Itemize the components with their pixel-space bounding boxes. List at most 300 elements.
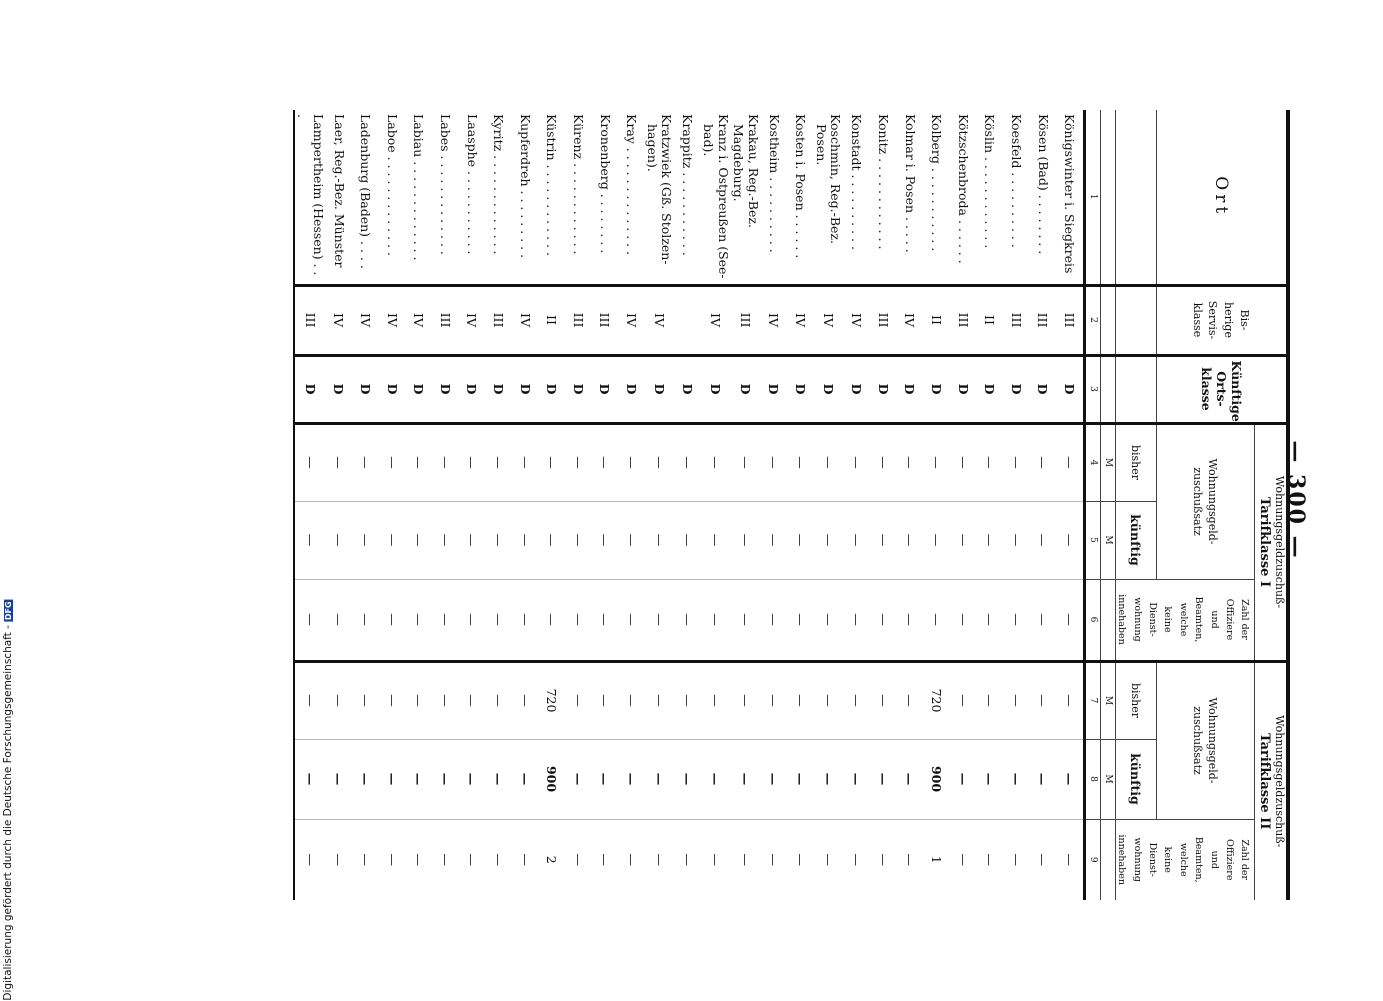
cell-tk1-bisher: —: [485, 423, 512, 501]
cell-ort: [923, 110, 950, 285]
table-row: [870, 110, 897, 900]
cell-tk1-bisher: —: [592, 423, 619, 501]
cell-tk2-bisher: —: [512, 661, 539, 739]
cell-tk1-kuenftig: —: [565, 501, 592, 579]
cell-tk1-kuenftig: —: [731, 501, 761, 579]
cell-tk2-kuenftig: —: [731, 739, 761, 819]
place-name: Kratzwiek (Gß. Stolzen-: [659, 114, 675, 265]
column-number: 1: [1084, 110, 1100, 285]
cell-tk2-zahl: —: [565, 819, 592, 900]
column-number: 2: [1084, 285, 1100, 355]
cell-ort: [844, 110, 871, 285]
header-tarifklasse-2: Wohnungsgeldzuschuß- Tarifklasse II: [1255, 661, 1288, 900]
cell-tk2-zahl: —: [294, 819, 326, 900]
table-row: [1030, 110, 1057, 900]
cell-tk2-kuenftig: —: [645, 739, 675, 819]
unit-mark-4: M: [1100, 423, 1115, 501]
cell-tk2-kuenftig: —: [294, 739, 326, 819]
cell-tk2-kuenftig: —: [618, 739, 645, 819]
cell-ortsklasse: D: [294, 355, 326, 423]
cell-ortsklasse: D: [645, 355, 675, 423]
header-zuschusssatz-1: Wohnungsgeld- zuschußsatz: [1156, 423, 1255, 579]
cell-tk2-bisher: —: [326, 661, 353, 739]
cell-tk2-kuenftig: —: [761, 739, 788, 819]
cell-ort: [1056, 110, 1084, 285]
header-zahl-2: Zahl der Offiziere und Beamten, welche keine Dienst- wohnung innehaben: [1115, 819, 1255, 900]
cell-tk2-bisher: —: [731, 661, 761, 739]
cell-tk1-zahl: —: [950, 579, 977, 661]
cell-tk1-bisher: —: [844, 423, 871, 501]
cell-tk1-kuenftig: —: [405, 501, 432, 579]
cell-ort: [512, 110, 539, 285]
cell-tk2-zahl: —: [405, 819, 432, 900]
place-name: Kötzschenbroda . . . . . .: [955, 114, 971, 264]
cell-tk1-bisher: —: [923, 423, 950, 501]
column-number: 4: [1084, 423, 1100, 501]
cell-tk2-kuenftig: —: [814, 739, 844, 819]
header-kuenftige-ortsklasse: Künftige Orts- klasse: [1156, 355, 1288, 423]
cell-tk1-bisher: —: [565, 423, 592, 501]
cell-tk1-zahl: —: [923, 579, 950, 661]
place-name: Konitz . . . . . . . . . . . .: [876, 114, 892, 250]
cell-ortsklasse: D: [814, 355, 844, 423]
cell-ortsklasse: D: [761, 355, 788, 423]
place-name: Laboe . . . . . . . . . . . . .: [384, 114, 400, 256]
cell-tk2-kuenftig: —: [459, 739, 486, 819]
table-row: [294, 110, 326, 900]
cell-ortsklasse: D: [870, 355, 897, 423]
cell-ort: [1030, 110, 1057, 285]
unit-blank-1: [1100, 110, 1115, 285]
cell-tk1-kuenftig: —: [674, 501, 701, 579]
cell-servisklasse: IV: [326, 285, 353, 355]
cell-tk2-zahl: —: [485, 819, 512, 900]
cell-servisklasse: III: [950, 285, 977, 355]
cell-tk2-kuenftig: —: [1030, 739, 1057, 819]
cell-ortsklasse: D: [592, 355, 619, 423]
cell-tk2-bisher: —: [870, 661, 897, 739]
cell-tk2-zahl: —: [787, 819, 814, 900]
cell-tk2-bisher: —: [618, 661, 645, 739]
cell-ortsklasse: D: [405, 355, 432, 423]
place-name: Krappitz . . . . . . . . . . .: [680, 114, 696, 256]
cell-tk1-zahl: —: [674, 579, 701, 661]
table-row: [897, 110, 924, 900]
cell-tk1-kuenftig: —: [844, 501, 871, 579]
cell-ort: [814, 110, 844, 285]
cell-ort: [674, 110, 701, 285]
cell-servisklasse: III: [485, 285, 512, 355]
cell-servisklasse: IV: [897, 285, 924, 355]
cell-servisklasse: IV: [701, 285, 731, 355]
column-number: 8: [1084, 739, 1100, 819]
cell-tk1-kuenftig: —: [326, 501, 353, 579]
cell-ortsklasse: D: [379, 355, 406, 423]
cell-tk2-bisher: —: [976, 661, 1003, 739]
cell-ort: [761, 110, 788, 285]
cell-servisklasse: III: [870, 285, 897, 355]
cell-ortsklasse: D: [950, 355, 977, 423]
cell-tk1-bisher: —: [731, 423, 761, 501]
cell-tk1-zahl: —: [701, 579, 731, 661]
cell-tk1-bisher: —: [1030, 423, 1057, 501]
cell-tk2-zahl: —: [731, 819, 761, 900]
cell-tk2-bisher: —: [379, 661, 406, 739]
cell-ortsklasse: D: [731, 355, 761, 423]
cell-tk2-kuenftig: 900: [923, 739, 950, 819]
place-name: Köslin . . . . . . . . . . . .: [982, 114, 998, 249]
cell-tk1-zahl: —: [976, 579, 1003, 661]
cell-tk1-bisher: —: [294, 423, 326, 501]
cell-tk1-zahl: —: [326, 579, 353, 661]
cell-tk2-bisher: 720: [538, 661, 565, 739]
cell-ort: [352, 110, 379, 285]
cell-ortsklasse: D: [618, 355, 645, 423]
place-name: Kray . . . . . . . . . . . . . .: [624, 114, 640, 256]
cell-tk1-zahl: —: [761, 579, 788, 661]
cell-ort: [459, 110, 486, 285]
cell-servisklasse: IV: [459, 285, 486, 355]
cell-tk2-bisher: —: [1003, 661, 1030, 739]
table-row: [432, 110, 459, 900]
cell-tk2-zahl: —: [761, 819, 788, 900]
cell-servisklasse: IV: [844, 285, 871, 355]
cell-tk1-bisher: —: [512, 423, 539, 501]
table-row: [645, 110, 675, 900]
table-row: [787, 110, 814, 900]
cell-servisklasse: III: [294, 285, 326, 355]
table-row: [379, 110, 406, 900]
place-name-continuation: hagen).: [645, 124, 661, 172]
cell-tk2-bisher: 720: [923, 661, 950, 739]
column-number: 5: [1084, 501, 1100, 579]
cell-ort: [787, 110, 814, 285]
place-name: Kösen (Bad) . . . . . . . .: [1035, 114, 1051, 255]
cell-ort: [897, 110, 924, 285]
table-row: [923, 110, 950, 900]
place-name: Küstrin . . . . . . . . . . . .: [544, 114, 560, 256]
place-name: Koschmin, Reg.-Bez.: [828, 114, 844, 244]
table-row: [1003, 110, 1030, 900]
cell-tk1-kuenftig: —: [897, 501, 924, 579]
cell-tk2-kuenftig: —: [512, 739, 539, 819]
place-name: Kosten i. Posen . . . . . .: [793, 114, 809, 259]
cell-tk2-zahl: —: [844, 819, 871, 900]
cell-tk2-zahl: 1: [923, 819, 950, 900]
cell-tk1-kuenftig: —: [592, 501, 619, 579]
footer-text: Digitalisierung gefördert durch die Deutsche Forschungsgemeinschaft -: [2, 625, 14, 1001]
cell-ortsklasse: D: [923, 355, 950, 423]
cell-tk1-zahl: —: [618, 579, 645, 661]
header-tarifklasse-1: Wohnungsgeldzuschuß- Tarifklasse I: [1255, 423, 1288, 661]
table-row: [512, 110, 539, 900]
header-zahl-1: Zahl der Offiziere und Beamten, welche keine Dienst- wohnung innehaben: [1115, 579, 1255, 661]
table-row: [1056, 110, 1084, 900]
place-name-continuation: bad).: [701, 124, 717, 157]
cell-ortsklasse: D: [352, 355, 379, 423]
table-row: [459, 110, 486, 900]
cell-tk1-kuenftig: —: [485, 501, 512, 579]
cell-tk1-zahl: —: [294, 579, 326, 661]
place-name: Kupferdreh . . . . . . . . .: [517, 114, 533, 259]
cell-tk2-kuenftig: —: [405, 739, 432, 819]
cell-tk2-bisher: —: [897, 661, 924, 739]
cell-tk2-kuenftig: —: [844, 739, 871, 819]
cell-servisklasse: III: [565, 285, 592, 355]
place-name: Konstadt . . . . . . . . . .: [849, 114, 865, 250]
cell-tk1-bisher: —: [352, 423, 379, 501]
cell-tk2-zahl: —: [870, 819, 897, 900]
cell-tk2-zahl: —: [976, 819, 1003, 900]
cell-servisklasse: III: [592, 285, 619, 355]
cell-tk2-zahl: —: [897, 819, 924, 900]
place-name: Koesfeld . . . . . . . . . .: [1009, 114, 1025, 248]
cell-tk2-kuenftig: —: [897, 739, 924, 819]
cell-servisklasse: III: [1056, 285, 1084, 355]
table-row: [592, 110, 619, 900]
cell-ort: [405, 110, 432, 285]
column-number: 6: [1084, 579, 1100, 661]
cell-tk1-zahl: —: [1003, 579, 1030, 661]
cell-tk2-kuenftig: 900: [538, 739, 565, 819]
cell-ortsklasse: D: [1030, 355, 1057, 423]
table-row: [485, 110, 512, 900]
cell-tk1-kuenftig: —: [976, 501, 1003, 579]
table-row: [352, 110, 379, 900]
unit-blank-9: [1100, 819, 1115, 900]
cell-tk2-bisher: —: [1030, 661, 1057, 739]
place-name: Labes . . . . . . . . . . . . .: [437, 114, 453, 255]
cell-tk2-zahl: —: [701, 819, 731, 900]
cell-servisklasse: IV: [512, 285, 539, 355]
cell-tk2-bisher: —: [701, 661, 731, 739]
cell-tk2-zahl: —: [459, 819, 486, 900]
table-row: [618, 110, 645, 900]
cell-tk2-zahl: —: [618, 819, 645, 900]
place-name: Krakau, Reg.-Bez.: [745, 114, 761, 228]
table-row: [844, 110, 871, 900]
cell-tk1-zahl: —: [459, 579, 486, 661]
cell-tk1-bisher: —: [379, 423, 406, 501]
cell-tk1-zahl: —: [485, 579, 512, 661]
cell-tk2-zahl: —: [326, 819, 353, 900]
cell-tk2-zahl: —: [814, 819, 844, 900]
cell-tk2-zahl: —: [592, 819, 619, 900]
cell-ortsklasse: D: [432, 355, 459, 423]
cell-tk2-kuenftig: —: [379, 739, 406, 819]
cell-servisklasse: IV: [645, 285, 675, 355]
cell-tk1-kuenftig: —: [1030, 501, 1057, 579]
cell-servisklasse: IV: [787, 285, 814, 355]
cell-tk2-bisher: —: [1056, 661, 1084, 739]
place-name: Kürenz . . . . . . . . . . . .: [570, 114, 586, 255]
place-name: Ladenburg (Baden) . . . .: [358, 114, 374, 269]
cell-tk2-kuenftig: —: [592, 739, 619, 819]
place-name: Kolmar i. Posen . . . . .: [902, 114, 918, 253]
cell-ort: [565, 110, 592, 285]
cell-ortsklasse: D: [565, 355, 592, 423]
cell-tk2-bisher: —: [674, 661, 701, 739]
cell-tk1-kuenftig: —: [814, 501, 844, 579]
cell-tk1-kuenftig: —: [379, 501, 406, 579]
table-row: [326, 110, 353, 900]
cell-tk1-zahl: —: [379, 579, 406, 661]
cell-tk1-zahl: —: [432, 579, 459, 661]
cell-tk2-kuenftig: —: [565, 739, 592, 819]
cell-ort: [379, 110, 406, 285]
cell-tk2-bisher: —: [814, 661, 844, 739]
header-kuenftig-1: künftig: [1115, 501, 1156, 579]
cell-tk1-kuenftig: —: [1056, 501, 1084, 579]
cell-tk1-bisher: —: [538, 423, 565, 501]
cell-tk2-kuenftig: —: [432, 739, 459, 819]
cell-tk2-kuenftig: —: [674, 739, 701, 819]
cell-tk1-zahl: —: [538, 579, 565, 661]
table-row: [976, 110, 1003, 900]
cell-tk1-kuenftig: —: [923, 501, 950, 579]
cell-ort: [294, 110, 326, 285]
cell-ort: [645, 110, 675, 285]
cell-ort: [618, 110, 645, 285]
place-name: Kolberg . . . . . . . . . . .: [929, 114, 945, 252]
cell-tk2-zahl: 2: [538, 819, 565, 900]
cell-ort: [538, 110, 565, 285]
column-number: 9: [1084, 819, 1100, 900]
column-number: 7: [1084, 661, 1100, 739]
header-bisher-2: bisher: [1115, 661, 1156, 739]
cell-tk2-bisher: —: [950, 661, 977, 739]
cell-ort: [1003, 110, 1030, 285]
table-row: [814, 110, 844, 900]
cell-servisklasse: IV: [379, 285, 406, 355]
place-name: Labiau . . . . . . . . . . . . .: [411, 114, 427, 261]
cell-tk1-bisher: —: [1056, 423, 1084, 501]
cell-tk2-bisher: —: [592, 661, 619, 739]
cell-tk2-kuenftig: —: [485, 739, 512, 819]
cell-tk2-kuenftig: —: [326, 739, 353, 819]
cell-tk1-bisher: —: [645, 423, 675, 501]
cell-servisklasse: IV: [352, 285, 379, 355]
cell-ortsklasse: D: [512, 355, 539, 423]
rotated-table-container: [205, 110, 1290, 900]
cell-ort: [950, 110, 977, 285]
cell-tk2-zahl: —: [432, 819, 459, 900]
cell-tk1-kuenftig: —: [459, 501, 486, 579]
header-blank-ortsklasse: [1115, 355, 1156, 423]
wohnungsgeld-table: [293, 110, 1290, 900]
cell-tk1-kuenftig: —: [950, 501, 977, 579]
table-row: [761, 110, 788, 900]
page-number: — 300 —: [1283, 440, 1309, 560]
cell-tk1-kuenftig: —: [352, 501, 379, 579]
cell-tk1-bisher: —: [897, 423, 924, 501]
cell-tk1-bisher: —: [761, 423, 788, 501]
table-row: [538, 110, 565, 900]
cell-tk2-zahl: —: [1056, 819, 1084, 900]
place-name-continuation: Magdeburg.: [731, 124, 747, 202]
header-kuenftig-2: künftig: [1115, 739, 1156, 819]
cell-tk2-bisher: —: [761, 661, 788, 739]
header-blank-ort: [1115, 110, 1156, 285]
cell-tk1-kuenftig: —: [538, 501, 565, 579]
cell-tk1-zahl: —: [592, 579, 619, 661]
table-region: [205, 110, 1290, 900]
cell-tk2-bisher: —: [352, 661, 379, 739]
table-row: [405, 110, 432, 900]
cell-ortsklasse: D: [1003, 355, 1030, 423]
cell-servisklasse: II: [976, 285, 1003, 355]
cell-tk2-zahl: —: [950, 819, 977, 900]
cell-tk1-kuenftig: —: [618, 501, 645, 579]
place-name: Königswinter i. Siegkreis: [1062, 114, 1078, 274]
cell-servisklasse: [674, 285, 701, 355]
cell-tk1-zahl: —: [352, 579, 379, 661]
unit-blank-6: [1100, 579, 1115, 661]
cell-tk2-bisher: —: [645, 661, 675, 739]
cell-tk1-kuenftig: —: [761, 501, 788, 579]
cell-servisklasse: IV: [405, 285, 432, 355]
unit-mark-7: M: [1100, 661, 1115, 739]
cell-tk2-kuenftig: —: [352, 739, 379, 819]
cell-ort: [485, 110, 512, 285]
place-name: Lampertheim (Hessen) . . .: [295, 114, 326, 276]
cell-servisklasse: III: [1030, 285, 1057, 355]
cell-ort: [731, 110, 761, 285]
cell-tk2-kuenftig: —: [1003, 739, 1030, 819]
place-name: Laasphe . . . . . . . . . . .: [464, 114, 480, 255]
cell-tk1-bisher: —: [326, 423, 353, 501]
unit-blank-3: [1100, 355, 1115, 423]
cell-servisklasse: II: [538, 285, 565, 355]
cell-ortsklasse: D: [897, 355, 924, 423]
cell-tk2-kuenftig: —: [950, 739, 977, 819]
table-row: [950, 110, 977, 900]
cell-ort: [326, 110, 353, 285]
cell-ortsklasse: D: [326, 355, 353, 423]
cell-tk1-zahl: —: [405, 579, 432, 661]
header-ort: Ort: [1156, 110, 1288, 285]
cell-ortsklasse: D: [976, 355, 1003, 423]
cell-tk2-bisher: —: [844, 661, 871, 739]
cell-ort: [870, 110, 897, 285]
unit-mark-5: M: [1100, 501, 1115, 579]
cell-tk1-kuenftig: —: [645, 501, 675, 579]
cell-tk2-zahl: —: [1030, 819, 1057, 900]
cell-tk2-bisher: —: [405, 661, 432, 739]
table-body: [294, 110, 1085, 900]
dfg-logo: DFG: [3, 601, 13, 621]
table-row: [565, 110, 592, 900]
cell-ort: [432, 110, 459, 285]
cell-ortsklasse: D: [485, 355, 512, 423]
cell-tk1-kuenftig: —: [701, 501, 731, 579]
cell-tk1-bisher: —: [618, 423, 645, 501]
cell-tk2-zahl: —: [352, 819, 379, 900]
cell-tk2-zahl: —: [645, 819, 675, 900]
cell-tk1-bisher: —: [701, 423, 731, 501]
place-name: Kronenberg . . . . . . . .: [597, 114, 613, 254]
cell-tk1-zahl: —: [814, 579, 844, 661]
table-row: [674, 110, 701, 900]
table-row: [701, 110, 731, 900]
cell-tk2-zahl: —: [379, 819, 406, 900]
cell-tk1-bisher: —: [405, 423, 432, 501]
cell-ortsklasse: D: [701, 355, 731, 423]
header-bisher-1: bisher: [1115, 423, 1156, 501]
header-zuschusssatz-2: Wohnungsgeld- zuschußsatz: [1156, 661, 1255, 819]
cell-tk2-kuenftig: —: [1056, 739, 1084, 819]
unit-mark-8: M: [1100, 739, 1115, 819]
